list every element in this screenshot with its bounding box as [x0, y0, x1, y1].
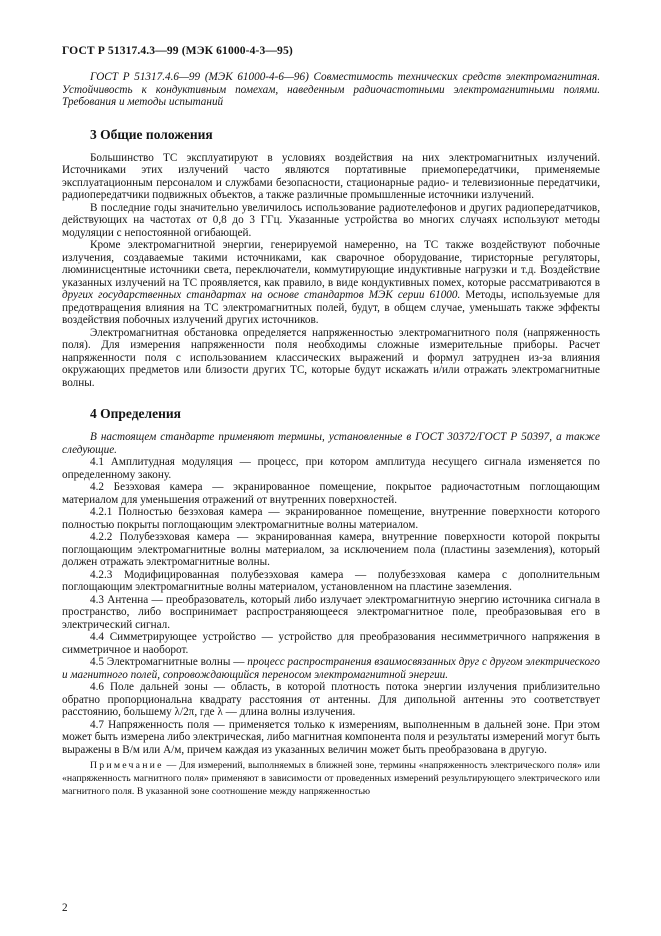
note-text: — Для измерений, выполняемых в ближней зоне, термины «напряженность электрического поля» или «напряженность магнитного поля» применяют в зависимости от проведенных измерений результирующего электрического или магнитного поля. В указанной зоне соотношение между напряженностью	[62, 760, 600, 797]
definition-item: 4.2.3 Модифицированная полубезэховая камера — полубезэховая камера с дополнительным поглощающим электромагнитные волны материалом, установленном на пластине заземления.	[62, 568, 600, 593]
paragraph-italic-text: других государственных стандартах на основе стандартов МЭК серии 61000.	[62, 289, 461, 301]
definition-italic-text: процесс распространения взаимосвязанных друг с другом электрического и магнитного полей, сопровождающийся переносом электромагнитной энергии.	[62, 656, 600, 681]
note	[62, 759, 600, 798]
definition-item	[62, 656, 600, 681]
definition-term: 4.5 Электромагнитные волны —	[90, 656, 248, 668]
reference-entry: ГОСТ Р 51317.4.6—99 (МЭК 61000-4-6—96) Совместимость технических средств электромагнитная. Устойчивость к кондуктивным помехам, наведенным радиочастотными электромагнитными полями. Требования и методы испытаний	[62, 71, 600, 108]
page-body	[62, 71, 600, 798]
section-3-paragraph: Большинство ТС эксплуатируют в условиях воздействия на них электромагнитных излучений. Источниками этих излучений часто являются портативные приемопередатчики, применяемые эксплуатационным персоналом и службами безопасности, стационарные радио- и телевизионные передатчики, радиопередатчики подвижных объектов, а также различные промышленные источники излучений.	[62, 151, 600, 201]
running-header: ГОСТ Р 51317.4.3—99 (МЭК 61000-4-3—95)	[62, 44, 293, 57]
section-3-paragraph: Электромагнитная обстановка определяется напряженностью электромагнитного поля (напряженность поля). Для измерения напряженности поля необходимы сложные измерительные приборы. Расчет напряженности поля с использованием классических выражений и формул затруднен из-за влияния окружающих предметов или близости других ТС, которые будут искажать и/или отражать электромагнитные волны.	[62, 326, 600, 389]
section-3-paragraph: В последние годы значительно увеличилось использование радиотелефонов и других радиопередатчиков, действующих на частотах от 0,8 до 3 ГГц. Указанные устройства во многих случаях используют методы модуляции с непостоянной огибающей.	[62, 201, 600, 239]
paragraph-text: Методы, используемые для предотвращения влияния на ТС электромагнитных полей, будут, в общем случае, уменьшать также эффекты воздействия побочных излучений других источников.	[62, 289, 601, 326]
section-3-paragraph	[62, 239, 600, 327]
definition-item: 4.7 Напряженность поля — применяется только к измерениям, выполненным в дальней зоне. При этом может быть измерена либо электрическая, либо магнитная компонента поля и результаты измерений могут быть выражены в В/м или А/м, причем каждая из указанных величин может быть преобразована в другую.	[62, 718, 600, 756]
definition-item: 4.2.2 Полубезэховая камера — экранированная камера, внутренние поверхности которой покрыты поглощающим электромагнитные волны материалом, за исключением пола (пластины заземления), который должен отражать электромагнитные волны.	[62, 531, 600, 568]
note-label: Примечание	[90, 760, 164, 771]
definition-item: 4.1 Амплитудная модуляция — процесс, при котором амплитуда несущего сигнала изменяется по определенному закону.	[62, 456, 600, 481]
definition-item: 4.4 Симметрирующее устройство — устройство для преобразования несимметричного напряжения в симметричное и наоборот.	[62, 631, 600, 656]
definition-item: 4.2.1 Полностью безэховая камера — экранированное помещение, внутренние поверхности которого полностью покрыты поглощающим электромагнитные волны материалом.	[62, 506, 600, 531]
definition-item: 4.3 Антенна — преобразователь, который либо излучает электромагнитную энергию источника сигнала в пространство, либо воспринимает распространяющееся электромагнитное поле, преобразовывая его в электрический сигнал.	[62, 593, 600, 631]
definition-item: 4.2 Безэховая камера — экранированное помещение, покрытое радиочастотным поглощающим материалом для уменьшения отражений от внутренних поверхностей.	[62, 481, 600, 506]
section-4-title: 4 Определения	[90, 406, 181, 421]
section-3-title: 3 Общие положения	[90, 126, 213, 142]
definition-item: 4.6 Поле дальней зоны — область, в которой плотность потока энергии излучения приблизительно обратно пропорциональна квадрату расстояния от антенны. Для дипольной антенны это соответствует расстоянию, большему λ/2π, где λ — длина волны излучения.	[62, 681, 600, 718]
section-4-intro: В настоящем стандарте применяют термины, установленные в ГОСТ 30372/ГОСТ Р 50397, а также следующие.	[62, 431, 600, 456]
paragraph-text: Кроме электромагнитной энергии, генерируемой намеренно, на ТС также воздействуют побочные излучения, создаваемые такими источниками, как сварочное оборудование, тиристорные регуляторы, люминисцентные источники света, переключатели, коммутирующие индуктивные нагрузки и т.д. Воздействие указанных излучений на ТС проявляется, как правило, в виде кондуктивных помех, которые рассматриваются в	[62, 239, 600, 289]
page-number: 2	[62, 902, 68, 914]
